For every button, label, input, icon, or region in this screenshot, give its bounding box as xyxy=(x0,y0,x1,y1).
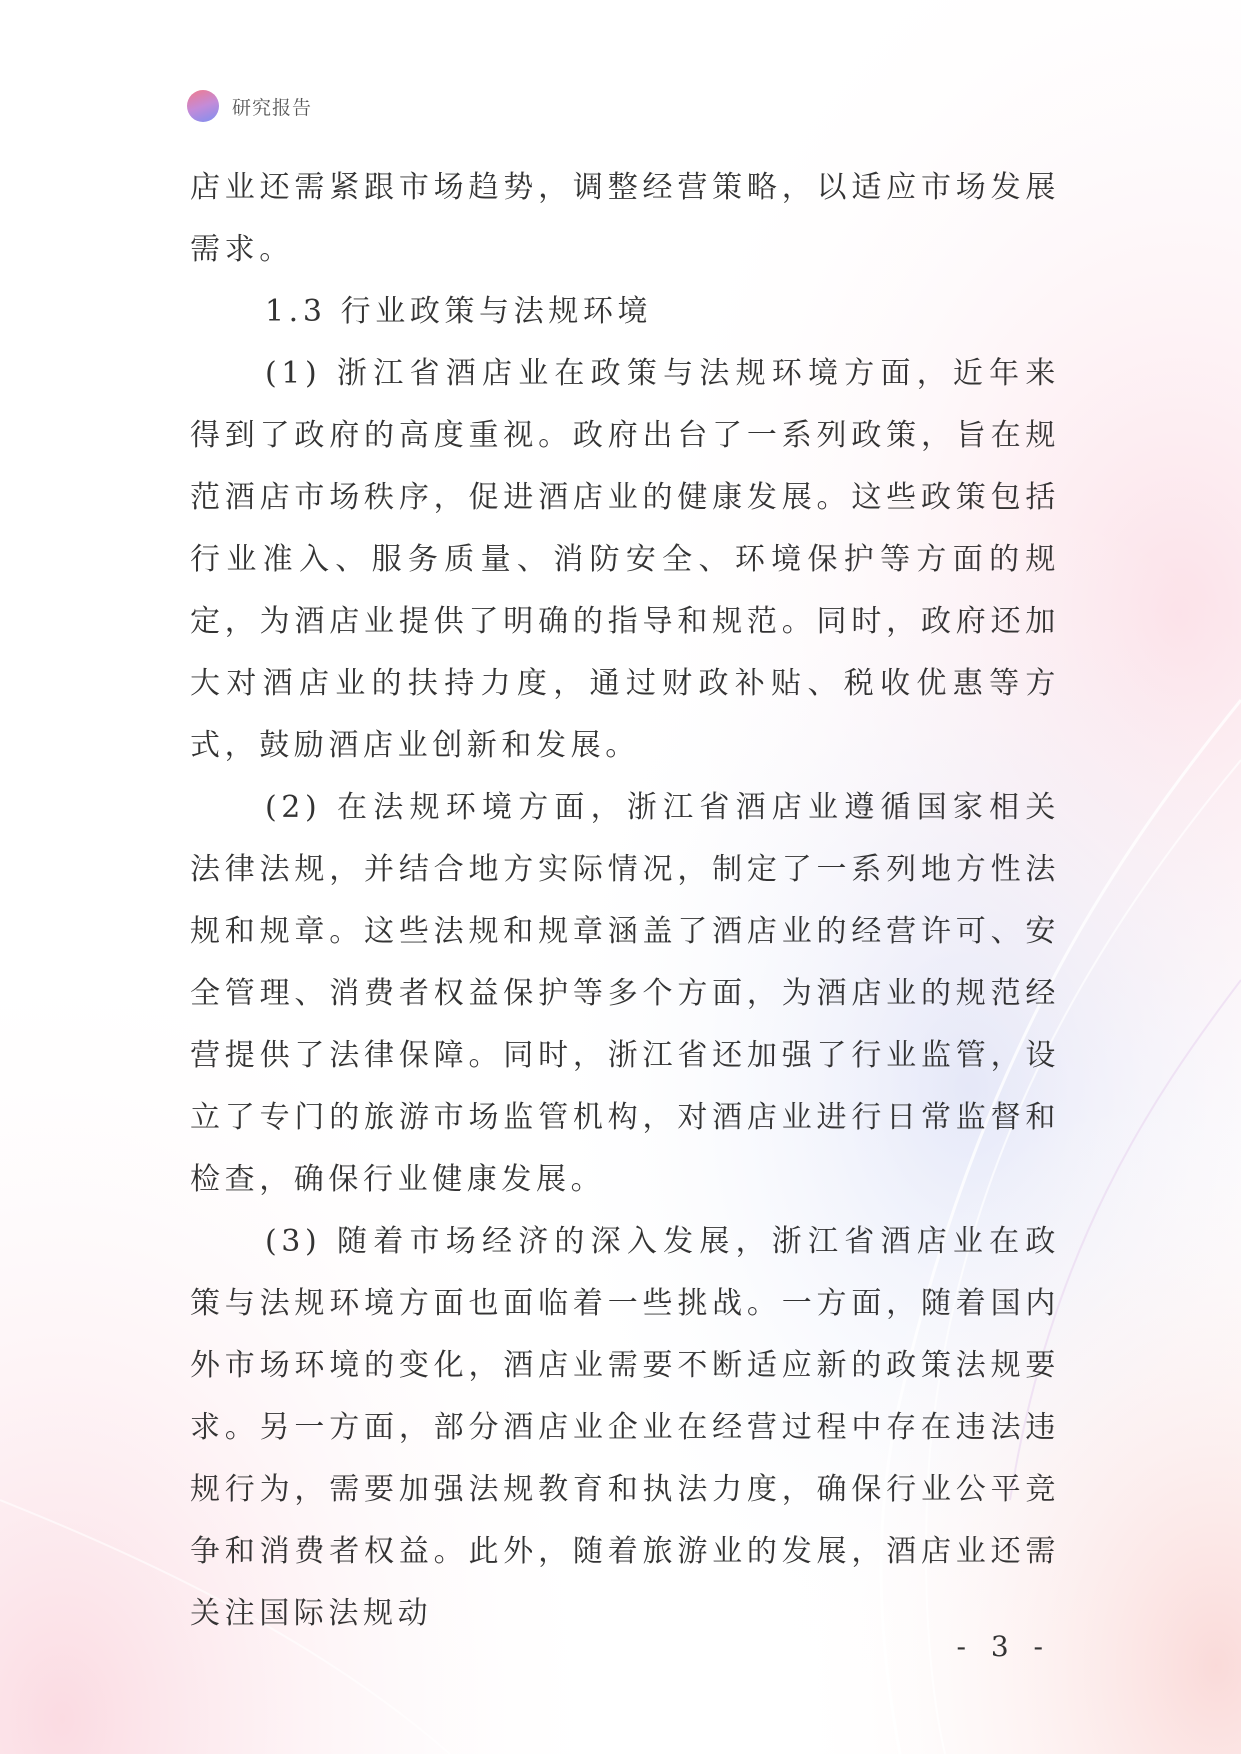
report-header xyxy=(187,89,312,123)
paragraph-2: (2) 在法规环境方面，浙江省酒店业遵循国家相关法律法规，并结合地方实际情况，制定了一系列地方性法规和规章。这些法规和规章涵盖了酒店业的经营许可、安全管理、消费者权益保护等多个方面，为酒店业的规范经营提供了法律保障。同时，浙江省还加强了行业监管，设立了专门的旅游市场监管机构，对酒店业进行日常监督和检查，确保行业健康发展。 xyxy=(190,790,1060,1197)
paragraph-continuation: 店业还需紧跟市场趋势，调整经营策略，以适应市场发展需求。 xyxy=(190,170,1060,267)
paragraph-1: (1) 浙江省酒店业在政策与法规环境方面，近年来得到了政府的高度重视。政府出台了一系列政策，旨在规范酒店市场秩序，促进酒店业的健康发展。这些政策包括行业准入、服务质量、消防安全、环境保护等方面的规定，为酒店业提供了明确的指导和规范。同时，政府还加大对酒店业的扶持力度，通过财政补贴、税收优惠等方式，鼓励酒店业创新和发展。 xyxy=(190,356,1060,763)
paragraph-3: (3) 随着市场经济的深入发展，浙江省酒店业在政策与法规环境方面也面临着一些挑战。一方面，随着国内外市场环境的变化，酒店业需要不断适应新的政策法规要求。另一方面，部分酒店业企业在经营过程中存在违法违规行为，需要加强法规教育和执法力度，确保行业公平竞争和消费者权益。此外，随着旅游业的发展，酒店业还需关注国际法规动 xyxy=(190,1224,1060,1631)
document-body xyxy=(190,157,1060,1645)
logo-icon xyxy=(187,90,219,122)
page-number: - 3 - xyxy=(956,1630,1051,1663)
header-title: 研究报告 xyxy=(232,96,313,119)
section-heading: 1.3 行业政策与法规环境 xyxy=(265,294,653,329)
